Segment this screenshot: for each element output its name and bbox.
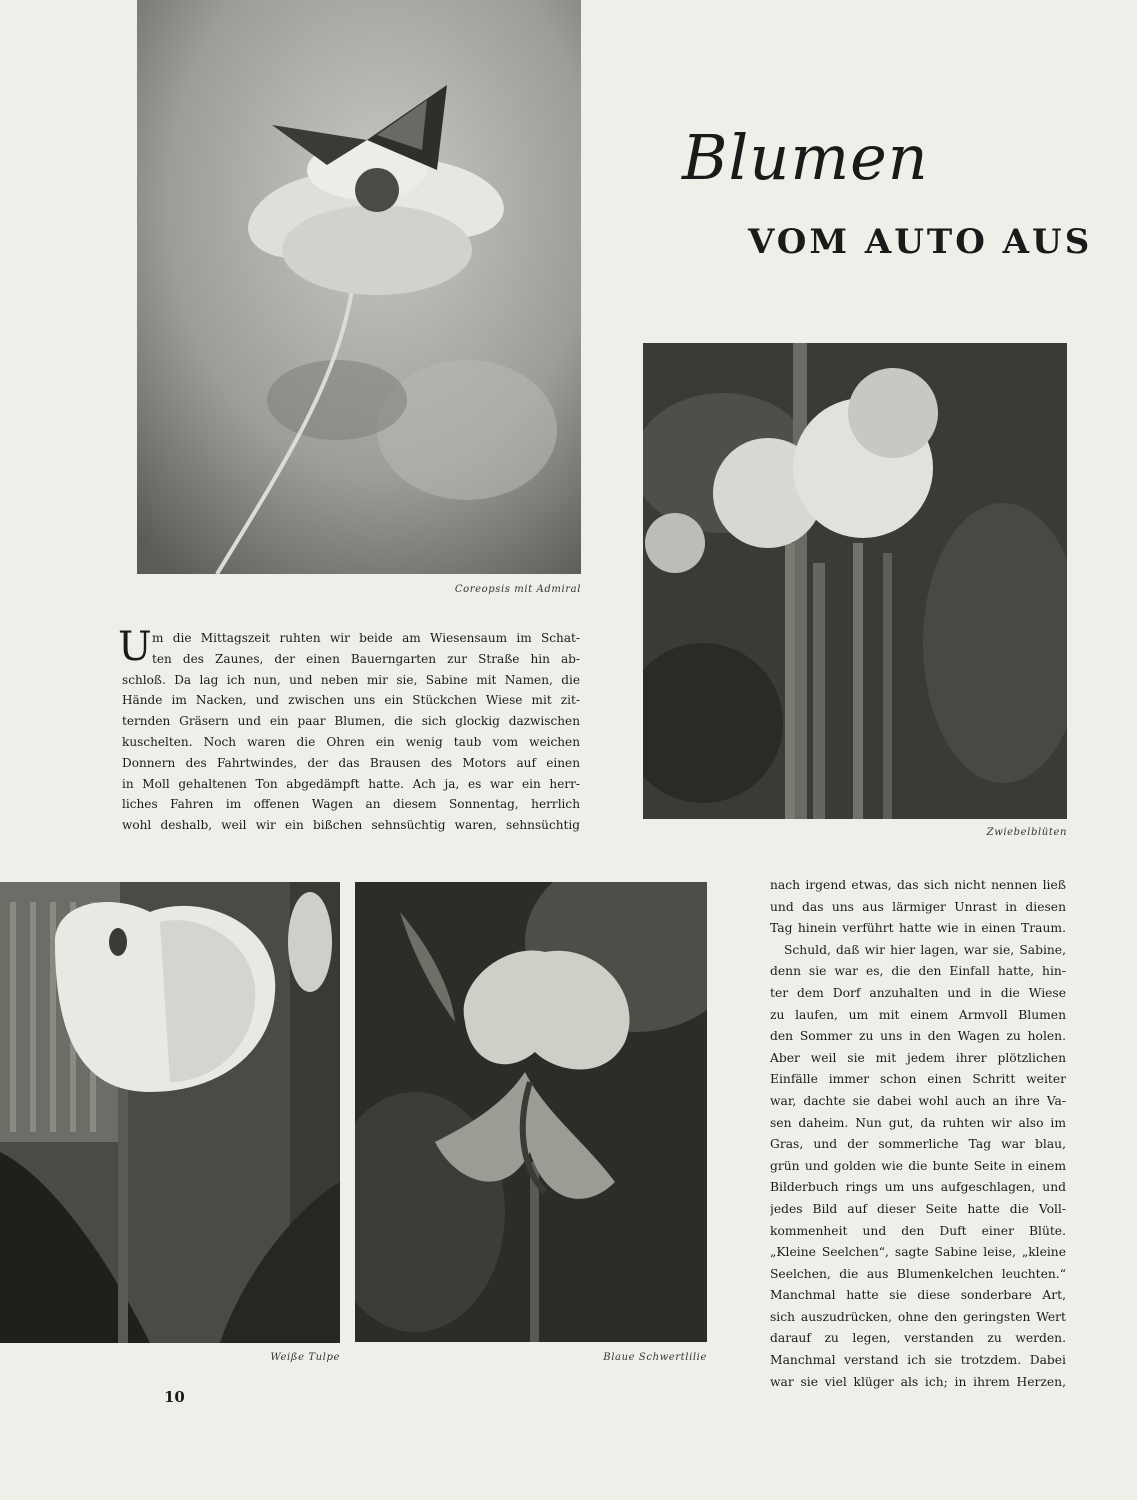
text-line: Tag hinein verführt hatte wie in einen Traum. <box>770 921 1066 936</box>
text-line: Bilderbuch rings um uns aufgeschlagen, und <box>770 1180 1066 1195</box>
text-line: ternden Gräsern und ein paar Blumen, die sich glockig dazwischen <box>122 714 580 729</box>
text-line: darauf zu legen, verstanden zu werden. <box>770 1331 1066 1346</box>
caption-iris: Blaue Schwertlilie <box>603 1352 707 1363</box>
text-line: Seelchen, die aus Blumenkelchen leuchten.“ <box>770 1266 1066 1281</box>
text-line: kommenheit und den Duft einer Blüte. <box>770 1223 1066 1238</box>
text-line: Aber weil sie mit jedem ihrer plötzlichen <box>770 1050 1066 1065</box>
caption-white-tulip: Weiße Tulpe <box>270 1352 340 1363</box>
text-line: in Moll gehaltenen Ton abgedämpft hatte. Ach ja, es war ein herr- <box>122 776 580 791</box>
text-line: ter dem Dorf anzuhalten und in die Wiese <box>770 985 1066 1000</box>
article-column-2 <box>770 875 1066 1393</box>
text-line: Gras, und der sommerliche Tag war blau, <box>770 1137 1066 1152</box>
title-subtitle: VOM AUTO AUS <box>748 222 1093 262</box>
article-column-1 <box>122 628 580 836</box>
page-number: 10 <box>164 1388 185 1406</box>
text-line: schloß. Da lag ich nun, und neben mir sie, Sabine mit Namen, die <box>122 672 580 687</box>
photo-onion-blossoms <box>643 343 1067 819</box>
text-line: Einfälle immer schon einen Schritt weiter <box>770 1072 1066 1087</box>
text-line: Donnern des Fahrtwindes, der das Brausen des Motors auf einen <box>122 755 580 770</box>
text-line: Hände im Nacken, und zwischen uns ein Stückchen Wiese mit zit- <box>122 693 580 708</box>
text-line: sich auszudrücken, ohne den geringsten Wert <box>770 1309 1066 1324</box>
text-line: „Kleine Seelchen“, sagte Sabine leise, „kleine <box>770 1245 1066 1260</box>
text-line: Schuld, daß wir hier lagen, war sie, Sabine, <box>784 942 1066 957</box>
photo-iris <box>355 882 707 1342</box>
text-line: zu laufen, um mit einem Armvoll Blumen <box>770 1007 1066 1022</box>
text-line: sen daheim. Nun gut, da ruhten wir also im <box>770 1115 1066 1130</box>
text-line: wohl deshalb, weil wir ein bißchen sehnsüchtig waren, sehnsüchtig <box>122 818 580 833</box>
photo-coreopsis <box>137 0 581 574</box>
caption-coreopsis: Coreopsis mit Admiral <box>454 584 581 595</box>
text-line: Manchmal hatte sie diese sonderbare Art, <box>770 1288 1066 1303</box>
title-script: Blumen <box>682 121 929 194</box>
text-line: kuschelten. Noch waren die Ohren ein wenig taub vom weichen <box>122 734 580 749</box>
text-line: war sie viel klüger als ich; in ihrem Herzen, <box>770 1374 1066 1389</box>
photo-white-tulip <box>0 882 340 1343</box>
text-line: ten des Zaunes, der einen Bauerngarten zur Straße hin ab- <box>152 651 580 666</box>
text-line: liches Fahren im offenen Wagen an diesem Sonnentag, herrlich <box>122 797 580 812</box>
text-line: Manchmal verstand ich sie trotzdem. Dabei <box>770 1353 1066 1368</box>
text-line: jedes Bild auf dieser Seite hatte die Voll- <box>770 1201 1066 1216</box>
text-line: grün und golden wie die bunte Seite in einem <box>770 1158 1066 1173</box>
text-line: den Sommer zu uns in den Wagen zu holen. <box>770 1029 1066 1044</box>
drop-cap: U <box>118 624 152 670</box>
text-line: war, dachte sie dabei wohl auch an ihre Va- <box>770 1093 1066 1108</box>
text-line: denn sie war es, die den Einfall hatte, hin- <box>770 964 1066 979</box>
text-line: nach irgend etwas, das sich nicht nennen ließ <box>770 878 1066 892</box>
text-line: m die Mittagszeit ruhten wir beide am Wiesensaum im Schat- <box>152 631 580 645</box>
caption-onion-blossoms: Zwiebelblüten <box>986 827 1067 838</box>
text-line: und das uns aus lärmiger Unrast in diesen <box>770 899 1066 914</box>
